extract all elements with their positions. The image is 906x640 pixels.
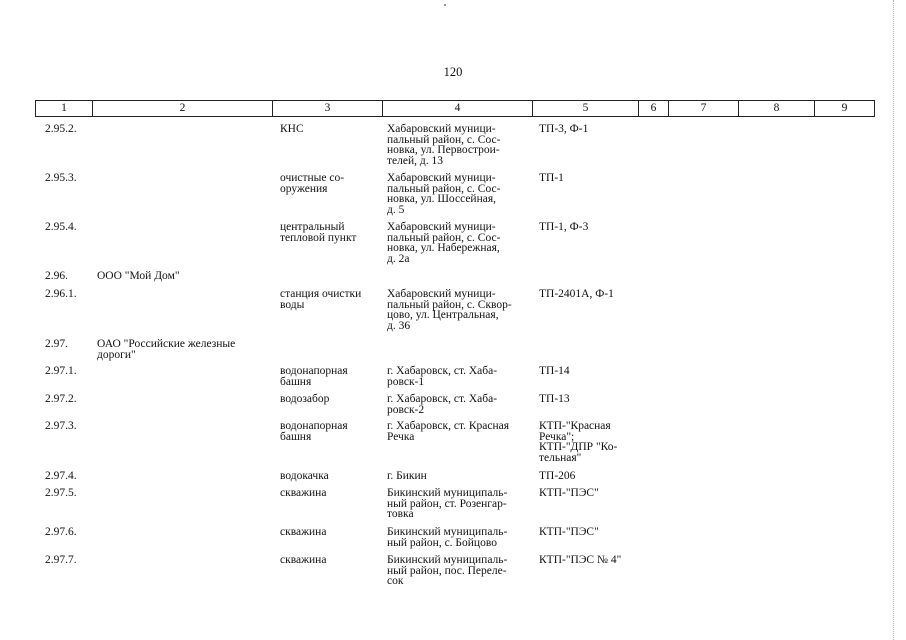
column-header-1: 1 xyxy=(36,101,93,116)
column-header-6: 6 xyxy=(639,101,669,116)
power-source: КТП-"Красная Речка"; КТП-"ДПР "Ко- тельная" xyxy=(539,420,618,464)
row-number: 2.97.2. xyxy=(45,393,77,405)
row-number: 2.97.7. xyxy=(45,554,77,566)
row-number: 2.97.4. xyxy=(45,470,77,482)
power-source: ТП-2401А, Ф-1 xyxy=(539,288,614,300)
power-source: КТП-"ПЭС" xyxy=(539,487,599,499)
object-address: Хабаровский муници- пальный район, с. Сос- новка, ул. Первострои- телей, д. 13 xyxy=(387,123,501,167)
object-name: скважина xyxy=(280,487,327,499)
object-name: водозабор xyxy=(280,393,330,405)
power-source: ТП-206 xyxy=(539,470,576,482)
row-number: 2.96.1. xyxy=(45,288,77,300)
object-name: станция очистки воды xyxy=(280,288,362,311)
object-address: Хабаровский муници- пальный район, с. Сос- новка, ул. Набережная, д. 2а xyxy=(387,221,501,265)
object-name: водонапорная башня xyxy=(280,420,348,443)
row-number: 2.97.3. xyxy=(45,420,77,432)
object-name: очистные со- оружения xyxy=(280,172,345,195)
column-header-9: 9 xyxy=(841,102,848,114)
table-header-row xyxy=(35,100,875,117)
object-address: Хабаровский муници- пальный район, с. Сос- новка, ул. Шоссейная, д. 5 xyxy=(387,172,501,216)
power-source: КТП-"ПЭС" xyxy=(539,526,599,538)
object-address: Бикинский муниципаль- ный район, пос. Переле- сок xyxy=(387,554,508,587)
row-number: 2.97. xyxy=(45,338,68,350)
object-name: водокачка xyxy=(280,470,329,482)
row-number: 2.95.4. xyxy=(45,221,77,233)
row-number: 2.96. xyxy=(45,270,68,282)
column-header-3: 3 xyxy=(273,101,383,116)
column-header-2: 2 xyxy=(93,101,273,116)
organization-name: ООО "Мой Дом" xyxy=(97,270,180,282)
power-source: ТП-1 xyxy=(539,172,564,184)
object-address: г. Хабаровск, ст. Хаба- ровск-1 xyxy=(387,365,498,388)
power-source: ТП-3, Ф-1 xyxy=(539,123,589,135)
object-address: Хабаровский муници- пальный район, с. Сквор- цово, ул. Центральная, д. 36 xyxy=(387,288,512,332)
object-address: г. Хабаровск, ст. Хаба- ровск-2 xyxy=(387,393,498,416)
column-header-5: 5 xyxy=(533,101,639,116)
column-header-7: 7 xyxy=(669,101,739,116)
object-address: г. Бикин xyxy=(387,470,427,482)
page-number: 120 xyxy=(443,65,463,79)
row-number: 2.97.6. xyxy=(45,526,77,538)
power-source: КТП-"ПЭС № 4" xyxy=(539,554,622,566)
object-name: скважина xyxy=(280,526,327,538)
row-number: 2.97.1. xyxy=(45,365,77,377)
object-address: Бикинский муниципаль- ный район, ст. Розенгар- товка xyxy=(387,487,508,520)
column-header-8: 8 xyxy=(739,101,815,116)
object-name: водонапорная башня xyxy=(280,365,348,388)
organization-name: ОАО "Российские железные дороги" xyxy=(97,338,236,361)
power-source: ТП-13 xyxy=(539,393,570,405)
row-number: 2.95.2. xyxy=(45,123,77,135)
row-number: 2.97.5. xyxy=(45,487,77,499)
power-source: ТП-1, Ф-3 xyxy=(539,221,589,233)
power-source: ТП-14 xyxy=(539,365,570,377)
object-name: центральный тепловой пункт xyxy=(280,221,357,244)
page-edge-line xyxy=(893,0,894,640)
row-number: 2.95.3. xyxy=(45,172,77,184)
object-address: Бикинский муниципаль- ный район, с. Бойцово xyxy=(387,526,508,549)
object-address: г. Хабаровск, ст. Красная Речка xyxy=(387,420,510,443)
object-name: КНС xyxy=(280,123,304,135)
column-header-4: 4 xyxy=(383,101,533,116)
scan-speck xyxy=(444,4,446,6)
object-name: скважина xyxy=(280,554,327,566)
